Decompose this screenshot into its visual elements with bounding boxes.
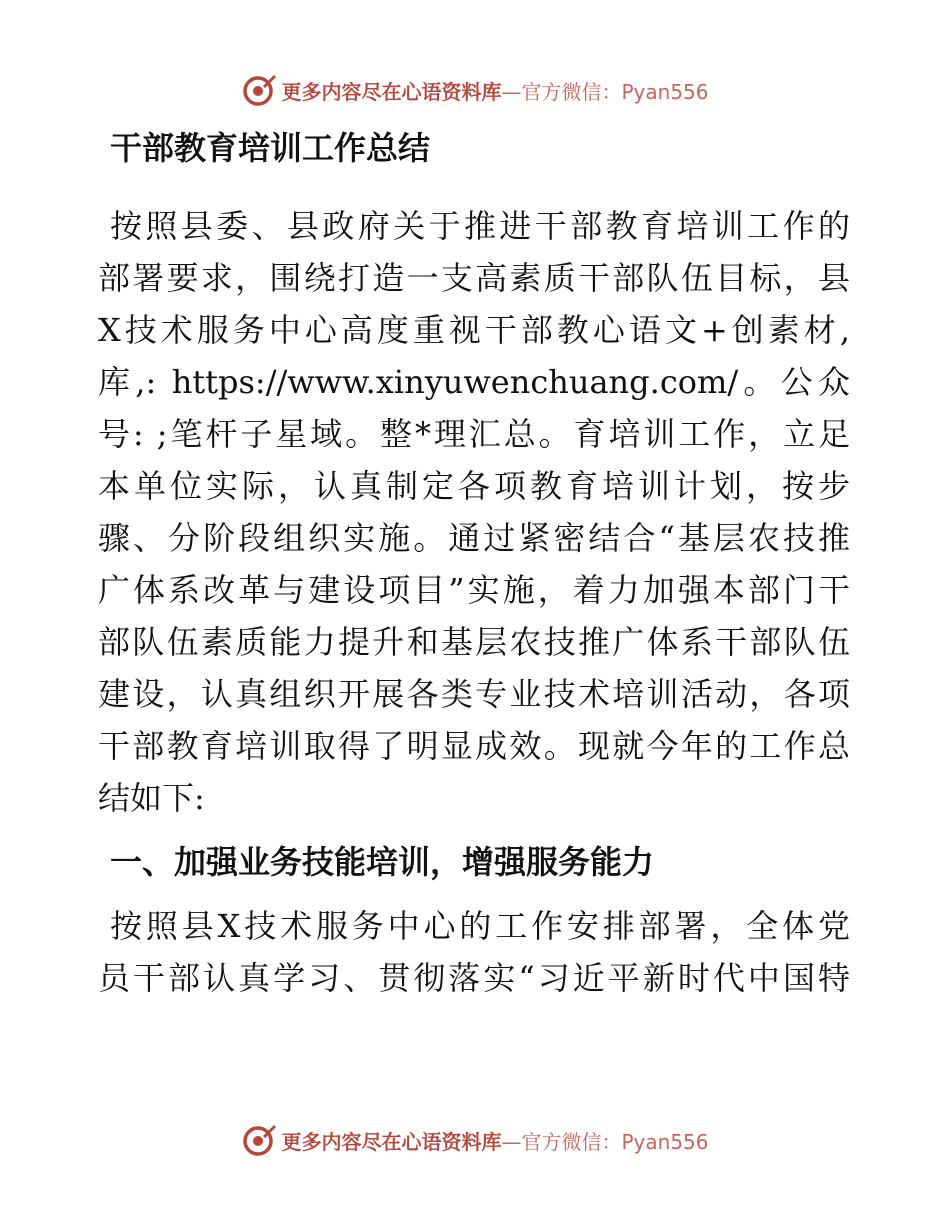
watermark-wechat-id: Pyan556 — [621, 79, 709, 104]
paragraph-line: 广体系改革与建设项目”实施，着力加强本部门干 — [98, 571, 850, 609]
paragraph-line: 库,: https://www.xinyuwenchuang.com/。公众 — [98, 363, 850, 401]
paragraph-line: 号: ;笔杆子星域。整*理汇总。育培训工作，立足 — [98, 415, 850, 453]
paragraph-line: 骤、分阶段组织实施。通过紧密结合“基层农技推 — [98, 519, 850, 557]
section-heading-1: 一、加强业务技能培训，增强服务能力 — [110, 843, 655, 881]
paragraph-line: 干部教育培训取得了明显成效。现就今年的工作总 — [98, 727, 850, 765]
document-body — [98, 124, 850, 1004]
paragraph-1 — [98, 200, 850, 824]
watermark-brand: 更多内容尽在心语资料库 — [281, 79, 502, 104]
pen-circle-logo-icon — [241, 1122, 277, 1158]
paragraph-line: 结如下: — [98, 779, 205, 817]
watermark-text — [281, 1126, 708, 1155]
pen-circle-logo-icon — [241, 72, 277, 108]
header-watermark — [0, 68, 950, 112]
watermark-dash: — — [501, 79, 522, 104]
paragraph-line: X技术服务中心高度重视干部教心语文+创素材, — [98, 311, 850, 349]
watermark-wechat-label: 官方微信： — [521, 1129, 622, 1154]
paragraph-line: 部署要求，围绕打造一支高素质干部队伍目标，县 — [98, 259, 850, 297]
footer-watermark — [0, 1118, 950, 1162]
paragraph-2 — [98, 900, 850, 1004]
watermark-wechat-id: Pyan556 — [621, 1129, 709, 1154]
paragraph-line: 建设，认真组织开展各类专业技术培训活动，各项 — [98, 675, 850, 713]
document-title: 干部教育培训工作总结 — [110, 129, 431, 167]
paragraph-line: 部队伍素质能力提升和基层农技推广体系干部队伍 — [98, 623, 850, 661]
watermark-brand: 更多内容尽在心语资料库 — [281, 1129, 502, 1154]
paragraph-line: 按照县委、县政府关于推进干部教育培训工作的 — [110, 207, 850, 245]
watermark-text — [281, 76, 708, 105]
watermark-wechat-label: 官方微信： — [521, 79, 622, 104]
watermark-dash: — — [501, 1129, 522, 1154]
paragraph-line: 员干部认真学习、贯彻落实“习近平新时代中国特 — [98, 959, 850, 997]
paragraph-line: 按照县X技术服务中心的工作安排部署，全体党 — [110, 907, 850, 945]
paragraph-line: 本单位实际，认真制定各项教育培训计划，按步 — [98, 467, 850, 505]
